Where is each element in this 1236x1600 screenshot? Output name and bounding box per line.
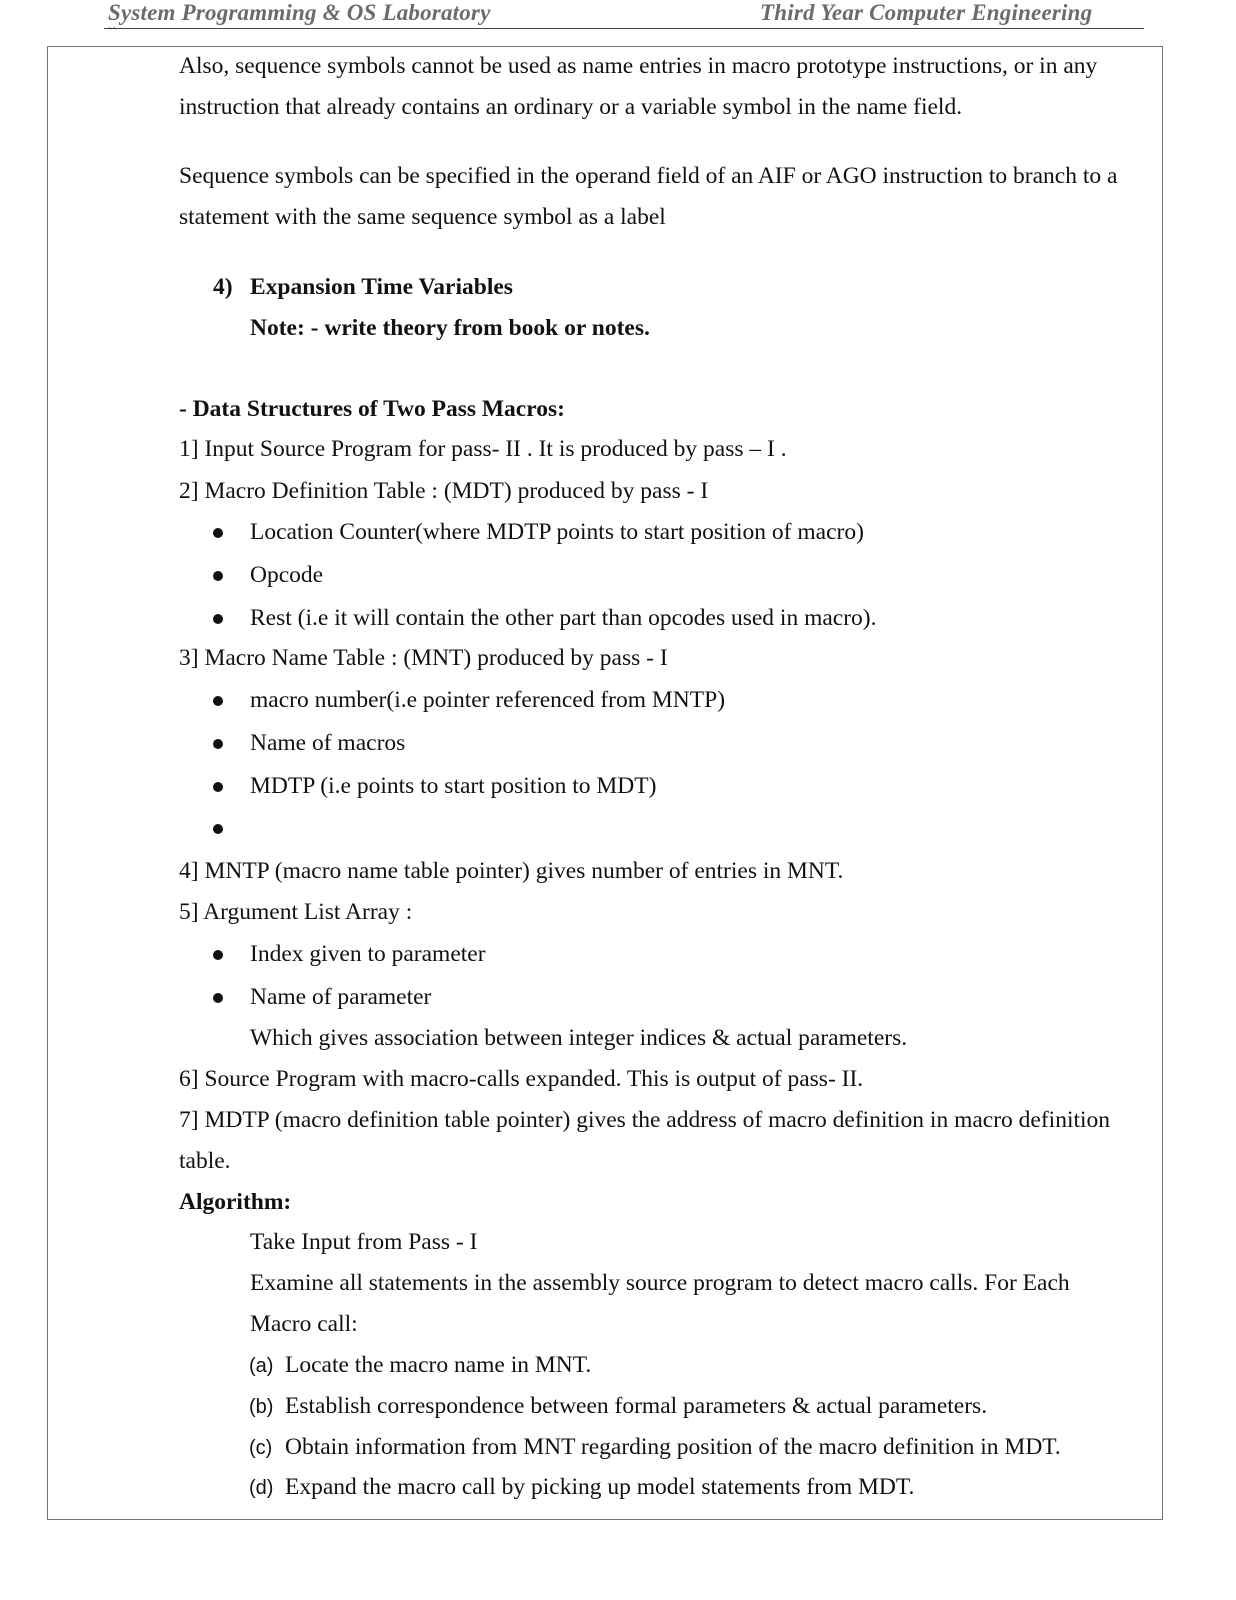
intro-para1-line1: Also, sequence symbols cannot be used as name entries in macro prototype instructions, or in any xyxy=(179,53,1098,79)
substep-label: (a) xyxy=(249,1355,274,1377)
bullet-dot xyxy=(213,528,223,538)
algorithm-heading: Algorithm: xyxy=(179,1189,292,1215)
ds-item2-bullet: Rest (i.e it will contain the other part than opcodes used in macro). xyxy=(250,605,877,631)
substep-text: Expand the macro call by picking up model statements from MDT. xyxy=(285,1474,915,1500)
intro-para2-line1: Sequence symbols can be specified in the operand field of an AIF or AGO instruction to branch to a xyxy=(179,163,1118,189)
substep-text: Obtain information from MNT regarding position of the macro definition in MDT. xyxy=(285,1434,1061,1460)
header-rule xyxy=(104,28,1144,29)
ds-item2-bullet: Location Counter(where MDTP points to start position of macro) xyxy=(250,519,864,545)
substep-label: (d) xyxy=(249,1477,274,1499)
bullet-dot-empty xyxy=(213,824,223,834)
section4-number: 4) xyxy=(213,274,233,300)
header-left-title: System Programming & OS Laboratory xyxy=(108,0,491,25)
ds-item-3: 3] Macro Name Table : (MNT) produced by pass - I xyxy=(179,645,668,671)
ds-item2-bullet: Opcode xyxy=(250,562,324,588)
ds-item-4: 4] MNTP (macro name table pointer) gives number of entries in MNT. xyxy=(179,858,844,884)
bullet-dot xyxy=(213,696,223,706)
ds-item3-bullet: macro number(i.e pointer referenced from MNTP) xyxy=(250,687,726,713)
substep-text: Establish correspondence between formal parameters & actual parameters. xyxy=(285,1393,988,1419)
ds-item5-bullet: Name of parameter xyxy=(250,984,432,1010)
section4-title: Expansion Time Variables xyxy=(250,274,513,300)
ds-item3-bullet: Name of macros xyxy=(250,730,406,756)
header-right-title: Third Year Computer Engineering xyxy=(760,0,1093,25)
header-mark: `` xyxy=(108,26,118,41)
intro-para2-line2: statement with the same sequence symbol as a label xyxy=(179,204,666,230)
data-structures-heading: - Data Structures of Two Pass Macros: xyxy=(179,396,565,422)
section4-note: Note: - write theory from book or notes. xyxy=(250,315,650,341)
intro-para1-line2: instruction that already contains an ordinary or a variable symbol in the name field. xyxy=(179,94,963,120)
ds-item5-bullet: Index given to parameter xyxy=(250,941,486,967)
bullet-dot xyxy=(213,782,223,792)
ds-item-2: 2] Macro Definition Table : (MDT) produced by pass - I xyxy=(179,478,709,504)
ds-item3-bullet: MDTP (i.e points to start position to MDT) xyxy=(250,773,657,799)
ds-item-7-line2: table. xyxy=(179,1148,231,1174)
algorithm-step-input: Take Input from Pass - I xyxy=(250,1229,478,1255)
algorithm-step-examine-line2: Macro call: xyxy=(250,1311,358,1337)
bullet-dot xyxy=(213,614,223,624)
ds-item-1: 1] Input Source Program for pass- II . It is produced by pass – I . xyxy=(179,436,787,462)
ds-item5-note: Which gives association between integer indices & actual parameters. xyxy=(250,1025,908,1051)
ds-item-6: 6] Source Program with macro-calls expanded. This is output of pass- II. xyxy=(179,1066,864,1092)
bullet-dot xyxy=(213,950,223,960)
substep-label: (c) xyxy=(249,1437,273,1459)
bullet-dot xyxy=(213,739,223,749)
ds-item-5: 5] Argument List Array : xyxy=(179,899,413,925)
ds-item-7-line1: 7] MDTP (macro definition table pointer) gives the address of macro definition in macro definition xyxy=(179,1107,1111,1133)
algorithm-step-examine-line1: Examine all statements in the assembly source program to detect macro calls. For Each xyxy=(250,1270,1070,1296)
substep-label: (b) xyxy=(249,1396,274,1418)
bullet-dot xyxy=(213,993,223,1003)
substep-text: Locate the macro name in MNT. xyxy=(285,1352,592,1378)
bullet-dot xyxy=(213,571,223,581)
